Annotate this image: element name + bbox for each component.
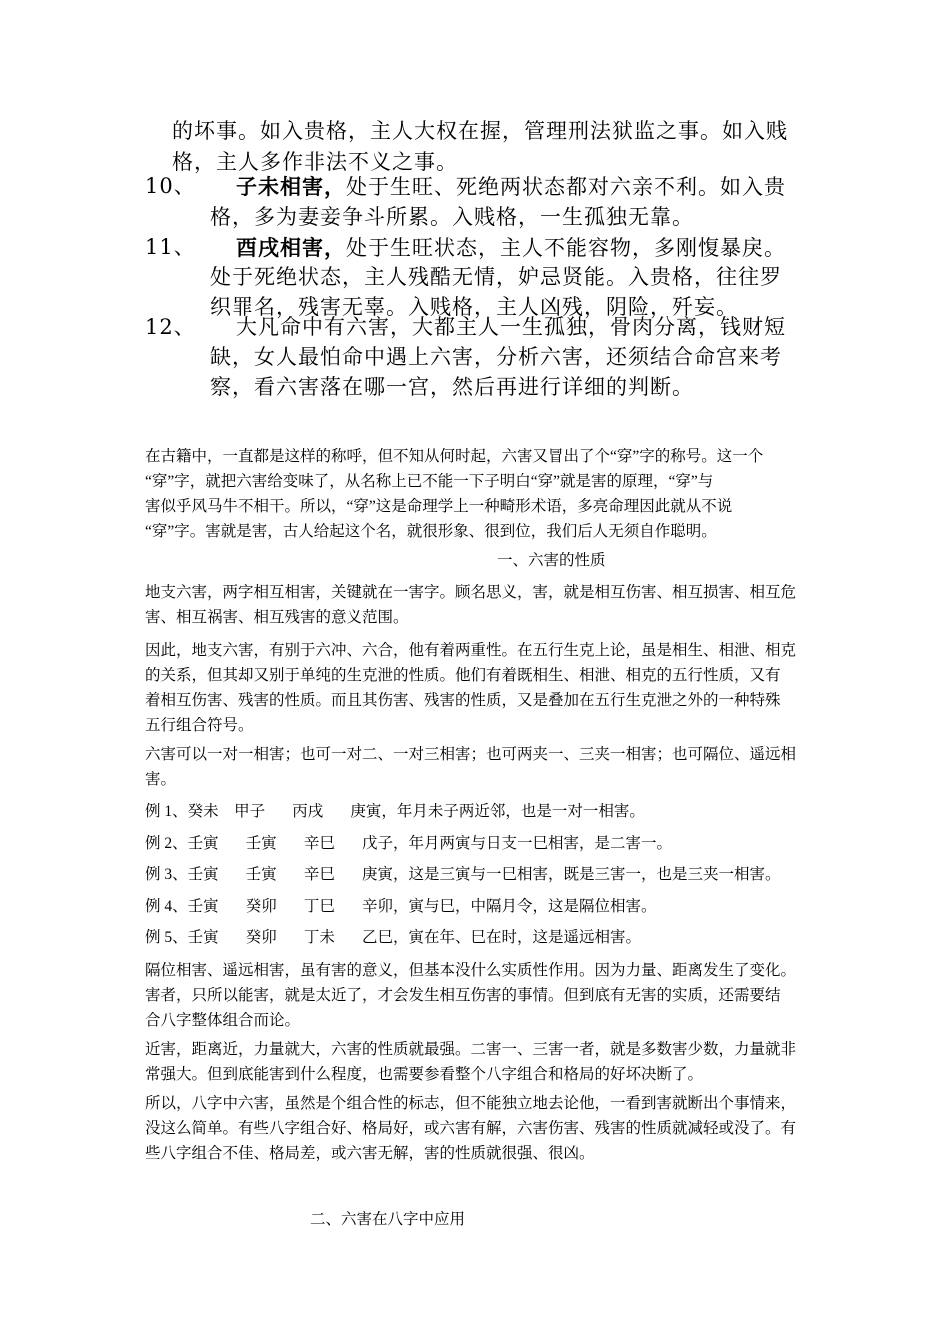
text-line: 的关系，但其却又别于单纯的生克泄的性质。他们有着既相生、相泄、相克的五行性质，又有	[145, 667, 781, 684]
paragraph	[145, 580, 815, 630]
list-item-text: 处于生旺、死绝两状态都对六亲不利。如入贵	[346, 175, 786, 199]
list-number: 10、	[145, 174, 196, 198]
list-number: 12、	[145, 315, 196, 339]
example-line: 例 5、壬寅 癸卯 丁未 乙巳，寅在年、巳在时，这是遥远相害。	[145, 929, 642, 946]
list-item-first-line	[236, 232, 786, 264]
list-item-line: 缺，女人最怕命中遇上六害，分析六害，还须结合命宫来考	[210, 345, 782, 369]
list-item-line: 处于死绝状态，主人残酷无情，妒忌贤能。入贵格，往往罗	[210, 265, 782, 289]
example-line: 例 1、癸未 甲子 丙戌 庚寅，年月未子两近邻，也是一对一相害。	[145, 803, 645, 820]
section-heading: 二、六害在八字中应用	[310, 1211, 466, 1228]
text-line: 隔位相害、遥远相害，虽有害的意义，但基本没什么实质性作用。因为力量、距离发生了变化。	[145, 962, 797, 979]
text-line: 没这么简单。有些八字组合好、格局好，或六害有解，六害伤害、残害的性质就减轻或没了。有	[145, 1120, 797, 1137]
text-line: “穿”字，就把六害给变味了，从名称上已不能一下子明白“穿”就是害的原理，“穿”与	[145, 473, 714, 490]
text-line: 六害可以一对一相害；也可一对二、一对三相害；也可两夹一、三夹一相害；也可隔位、遥远相	[145, 746, 797, 763]
keyword: 酉戌相害，	[236, 235, 346, 260]
continued-text-line: 格，主人多作非法不义之事。	[172, 150, 458, 174]
paragraph	[145, 1037, 815, 1087]
text-line: 因此，地支六害，有别于六冲、六合，他有着两重性。在五行生克上论，虽是相生、相泄、相克	[145, 642, 797, 659]
text-line: 些八字组合不佳、格局差，或六害无解，害的性质就很强、很凶。	[145, 1145, 595, 1162]
text-line: “穿”字。害就是害，古人给起这个名，就很形象、很到位，我们后人无须自作聪明。	[145, 523, 717, 540]
text-line: 常强大。但到底能害到什么程度，也需要参看整个八字组合和格局的好坏决断了。	[145, 1066, 704, 1083]
intro-paragraph	[145, 444, 815, 544]
continued-text-line: 的坏事。如入贵格，主人大权在握，管理刑法狱监之事。如入贱	[172, 119, 788, 143]
example-line: 例 4、壬寅 癸卯 丁巳 辛卯，寅与巳，中隔月令，这是隔位相害。	[145, 898, 657, 915]
paragraph	[145, 1091, 815, 1166]
paragraph	[145, 742, 815, 792]
list-item-line: 察，看六害落在哪一宫，然后再进行详细的判断。	[210, 375, 694, 399]
list-item-first-line: 大凡命中有六害，大都主人一生孤独，骨肉分离，钱财短	[236, 315, 786, 339]
keyword: 子未相害，	[236, 174, 346, 199]
text-line: 着相互伤害、残害的性质。而且其伤害、残害的性质，又是叠加在五行生克泄之外的一种特殊	[145, 692, 781, 709]
text-line: 害者，只所以能害，就是太近了，才会发生相互伤害的事情。但到底有无害的实质，还需要结	[145, 987, 781, 1004]
list-item-first-line	[236, 171, 786, 203]
list-number: 11、	[145, 235, 196, 259]
text-line: 所以，八字中六害，虽然是个组合性的标志，但不能独立地去论他，一看到害就断出个事情来，	[145, 1095, 797, 1112]
text-line: 害、相互祸害、相互残害的意义范围。	[145, 609, 409, 626]
example-line: 例 2、壬寅 壬寅 辛巳 戊子，年月两寅与日支一巳相害，是二害一。	[145, 835, 673, 852]
text-line: 在古籍中，一直都是这样的称呼，但不知从何时起，六害又冒出了个“穿”字的称号。这一个	[145, 448, 764, 465]
paragraph	[145, 638, 815, 738]
section-heading: 一、六害的性质	[497, 552, 606, 569]
text-line: 地支六害，两字相互相害，关键就在一害字。顾名思义，害，就是相互伤害、相互损害、相互危	[145, 584, 797, 601]
text-line: 近害，距离近，力量就大，六害的性质就最强。二害一、三害一者，就是多数害少数，力量就非	[145, 1041, 797, 1058]
text-line: 害。	[145, 771, 177, 788]
text-line: 五行组合符号。	[145, 717, 254, 734]
example-line: 例 3、壬寅 壬寅 辛巳 庚寅，这是三寅与一巳相害，既是三害一，也是三夹一相害。	[145, 866, 781, 883]
list-item-line: 织罪名，残害无辜。入贱格，主人凶残，阴险，歼妄。	[210, 295, 738, 319]
text-line: 害似乎风马牛不相干。所以，“穿”这是命理学上一种畸形术语，多亮命理因此就从不说	[145, 498, 733, 515]
text-line: 合八字整体组合而论。	[145, 1012, 301, 1029]
list-item-line: 格，多为妻妾争斗所累。入贱格，一生孤独无靠。	[210, 205, 694, 229]
list-item-text: 处于生旺状态，主人不能容物，多刚愎暴戾。	[346, 236, 786, 260]
paragraph	[145, 958, 815, 1033]
